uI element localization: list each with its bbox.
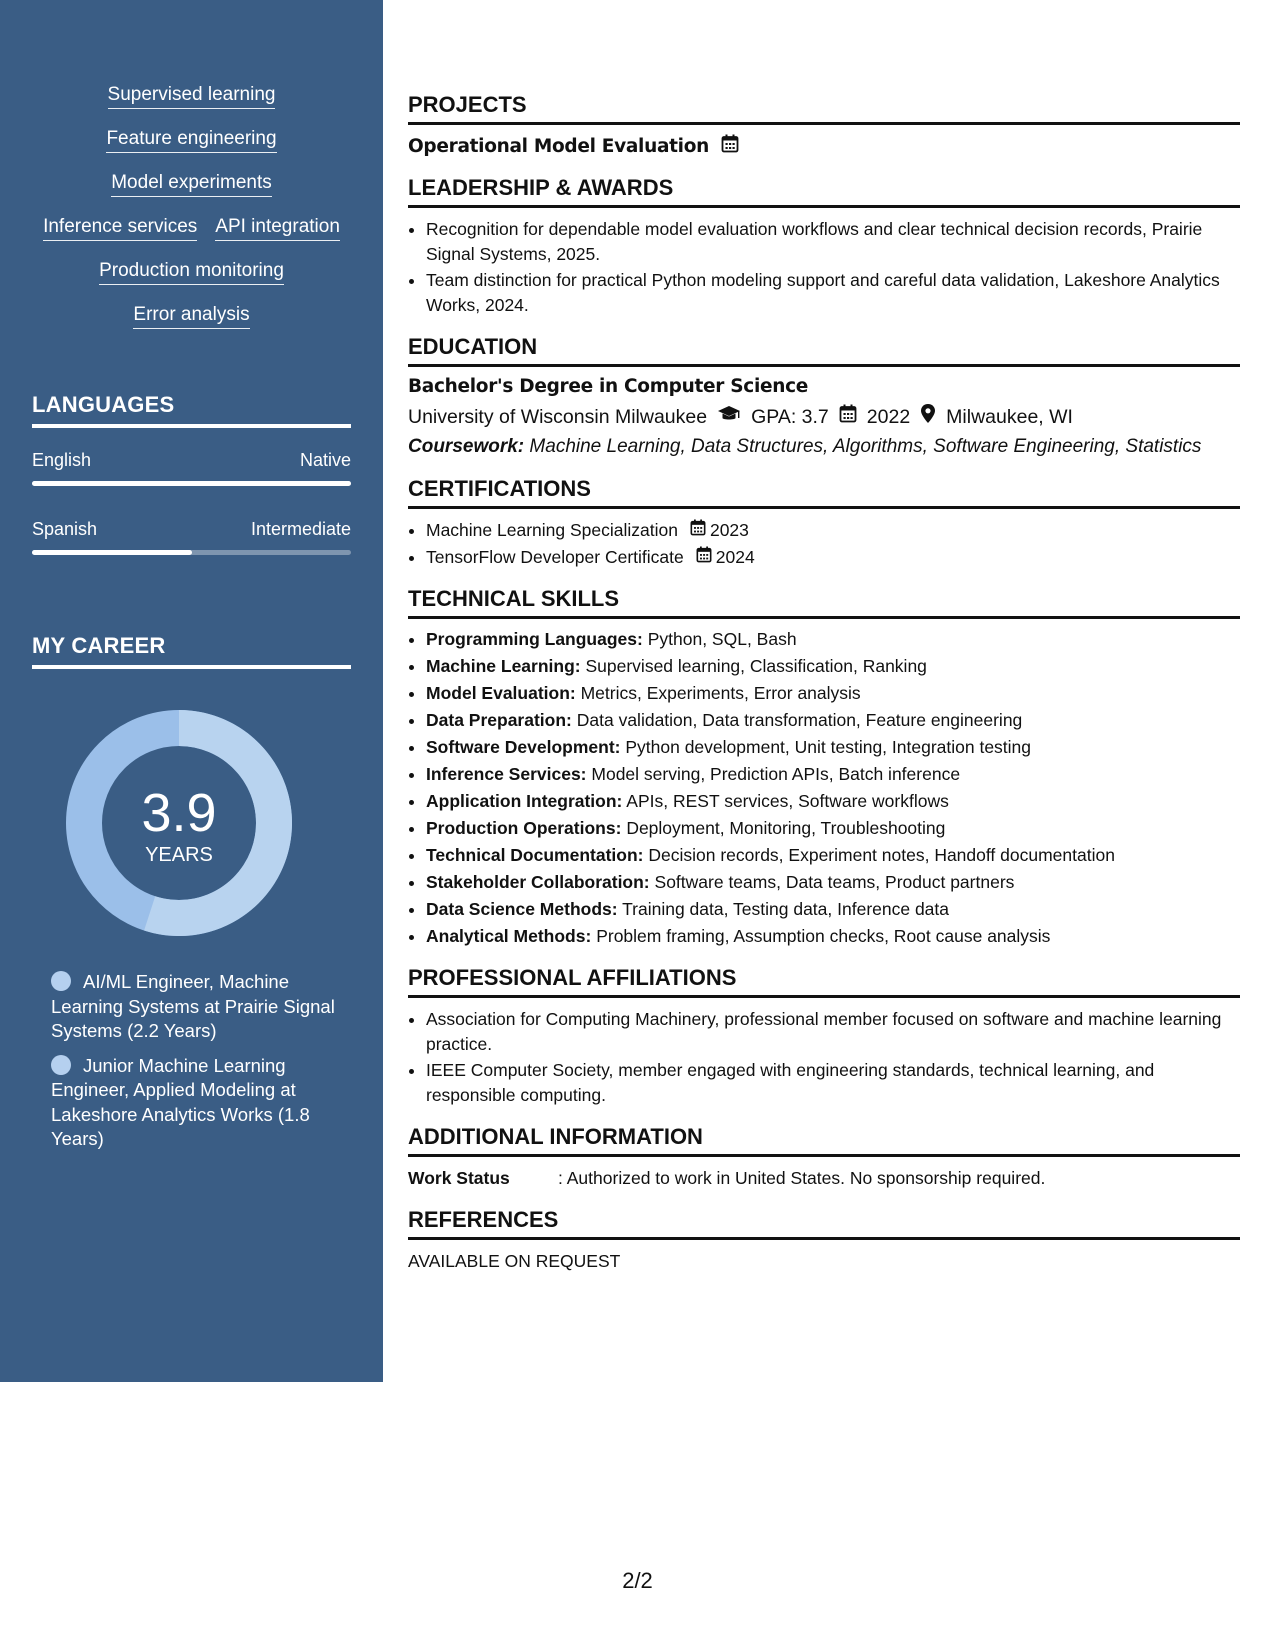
- language-row: [32, 450, 351, 471]
- certification-item: [426, 545, 1240, 570]
- skill-item: [426, 925, 1240, 948]
- affiliations-section: [408, 965, 1240, 1107]
- coursework-label: Coursework:: [408, 436, 525, 457]
- affiliation-list: [408, 1007, 1240, 1107]
- project-title: Operational Model Evaluation: [408, 135, 709, 157]
- language-name: Spanish: [32, 519, 98, 539]
- coursework-list: Machine Learning, Data Structures, Algorithms, Software Engineering, Statistics: [529, 436, 1202, 457]
- skill-item: [426, 871, 1240, 894]
- skill-category: Data Preparation:: [426, 710, 572, 730]
- technical-skills-list: [408, 628, 1240, 948]
- skill-tag[interactable]: API integration: [215, 216, 340, 241]
- additional-info-section: [408, 1124, 1240, 1190]
- legend-dot-icon: [51, 971, 71, 991]
- certification-year: 2024: [715, 546, 755, 567]
- skill-item: [426, 628, 1240, 651]
- work-status-row: [408, 1166, 1240, 1190]
- certification-list: [408, 518, 1240, 569]
- section-heading: PROFESSIONAL AFFILIATIONS: [408, 965, 1240, 998]
- skill-category: Data Science Methods:: [426, 899, 618, 919]
- language-name: English: [32, 450, 92, 470]
- skill-values: Decision records, Experiment notes, Handoff documentation: [648, 845, 1115, 865]
- skill-item: [426, 736, 1240, 759]
- skill-category: Model Evaluation:: [426, 683, 576, 703]
- skill-tag[interactable]: Production monitoring: [99, 260, 284, 285]
- career-item: [51, 1054, 341, 1152]
- skill-tag[interactable]: Inference services: [43, 216, 197, 241]
- skill-item: [426, 655, 1240, 678]
- references-text: AVAILABLE ON REQUEST: [408, 1251, 621, 1271]
- affiliation-item: • Association for Computing Machinery, professional member focused on software and machine learning practice.: [426, 1007, 1240, 1056]
- career-years-value: 3.9: [141, 783, 217, 843]
- award-list: [408, 217, 1240, 317]
- skill-category: Technical Documentation:: [426, 845, 644, 865]
- page-number: 2/2: [622, 1568, 653, 1593]
- certification-item: [426, 518, 1240, 543]
- skill-values: Training data, Testing data, Inference data: [622, 899, 950, 919]
- school-location: Milwaukee, WI: [946, 406, 1073, 428]
- education-details: [408, 403, 1240, 431]
- skill-values: Model serving, Prediction APIs, Batch inference: [591, 764, 961, 784]
- career-item: [51, 970, 341, 1044]
- calendar-icon: [839, 404, 857, 430]
- language-proficiency-bar: [32, 550, 351, 555]
- section-heading: ADDITIONAL INFORMATION: [408, 1124, 1240, 1157]
- section-heading: LEADERSHIP & AWARDS: [408, 175, 1240, 208]
- skill-values: APIs, REST services, Software workflows: [626, 791, 949, 811]
- location-pin-icon: [920, 403, 936, 431]
- skill-item: [426, 709, 1240, 732]
- skill-category: Stakeholder Collaboration:: [426, 872, 650, 892]
- certification-name: • TensorFlow Developer Certificate: [426, 546, 684, 567]
- skill-values: Python development, Unit testing, Integration testing: [625, 737, 1032, 757]
- language-proficiency-fill: [32, 481, 351, 486]
- skill-item: [426, 790, 1240, 813]
- skill-category: Programming Languages:: [426, 629, 643, 649]
- award-item: • Recognition for dependable model evaluation workflows and clear technical decision records, Prairie Signal Systems, 2025.: [426, 217, 1240, 266]
- calendar-icon: [690, 518, 706, 543]
- project-item: [408, 134, 1240, 158]
- work-status-value: : Authorized to work in United States. No sponsorship required.: [558, 1168, 1046, 1188]
- language-level: Native: [299, 450, 351, 470]
- section-heading: PROJECTS: [408, 92, 1240, 125]
- coursework: [408, 435, 1240, 459]
- affiliation-item: • IEEE Computer Society, member engaged with engineering standards, technical learning, and responsible computing.: [426, 1058, 1240, 1107]
- skill-values: Software teams, Data teams, Product partners: [654, 872, 1015, 892]
- skill-tag[interactable]: Error analysis: [133, 304, 249, 329]
- certification-year: 2023: [709, 520, 749, 540]
- technical-skills-section: [408, 586, 1240, 948]
- skill-category: Inference Services:: [426, 764, 587, 784]
- calendar-icon: [696, 545, 712, 570]
- skill-tag[interactable]: Feature engineering: [106, 128, 276, 153]
- skill-values: Supervised learning, Classification, Ranking: [585, 656, 927, 676]
- degree-title: Bachelor's Degree in Computer Science: [408, 376, 809, 397]
- skill-tag-cloud: [24, 84, 359, 329]
- skill-item: [426, 682, 1240, 705]
- sidebar: [0, 0, 383, 1382]
- donut-center: [66, 710, 292, 936]
- section-heading: EDUCATION: [408, 334, 1240, 367]
- skill-category: Software Development:: [426, 737, 621, 757]
- main-content: [408, 92, 1240, 1290]
- language-proficiency-bar: [32, 481, 351, 486]
- school-name: University of Wisconsin Milwaukee: [408, 406, 708, 428]
- skill-tag[interactable]: Model experiments: [111, 172, 272, 197]
- career-donut-chart: [66, 710, 292, 936]
- skill-item: [426, 844, 1240, 867]
- skill-category: Analytical Methods:: [426, 926, 592, 946]
- certifications-section: [408, 476, 1240, 569]
- references-section: [408, 1207, 1240, 1273]
- language-level: Intermediate: [250, 519, 351, 539]
- legend-dot-icon: [51, 1055, 71, 1075]
- language-row: [32, 519, 351, 540]
- skill-category: Production Operations:: [426, 818, 622, 838]
- skill-category: Application Integration:: [426, 791, 623, 811]
- career-heading: MY CAREER: [32, 633, 351, 669]
- skill-values: Python, SQL, Bash: [647, 629, 797, 649]
- skill-category: Machine Learning:: [426, 656, 581, 676]
- skill-item: [426, 817, 1240, 840]
- graduation-cap-icon: [717, 404, 741, 430]
- languages-heading: LANGUAGES: [32, 392, 351, 428]
- skill-item: [426, 763, 1240, 786]
- certification-name: • Machine Learning Specialization: [426, 520, 678, 540]
- skill-values: Deployment, Monitoring, Troubleshooting: [626, 818, 946, 838]
- career-item-text: Junior Machine Learning Engineer, Applied Modeling at Lakeshore Analytics Works (1.8 Years): [51, 1054, 310, 1149]
- gpa: GPA: 3.7: [751, 406, 829, 428]
- work-status-label: Work Status: [408, 1168, 510, 1188]
- graduation-year: 2022: [866, 406, 911, 428]
- leadership-section: [408, 175, 1240, 317]
- skill-values: Problem framing, Assumption checks, Root cause analysis: [596, 926, 1051, 946]
- education-section: [408, 334, 1240, 459]
- career-legend: [51, 970, 341, 1162]
- skill-tag[interactable]: Supervised learning: [108, 84, 276, 109]
- career-years-unit: YEARS: [145, 844, 213, 866]
- skill-item: [426, 898, 1240, 921]
- career-item-text: AI/ML Engineer, Machine Learning Systems at Prairie Signal Systems (2.2 Years): [51, 971, 335, 1041]
- award-item: • Team distinction for practical Python modeling support and careful data validation, Lakeshore Analytics Works, 2024.: [426, 268, 1240, 317]
- projects-section: [408, 92, 1240, 158]
- section-heading: CERTIFICATIONS: [408, 476, 1240, 509]
- skill-values: Metrics, Experiments, Error analysis: [580, 683, 861, 703]
- language-proficiency-fill: [32, 550, 192, 555]
- calendar-icon: [721, 134, 739, 158]
- section-heading: REFERENCES: [408, 1207, 1240, 1240]
- section-heading: TECHNICAL SKILLS: [408, 586, 1240, 619]
- skill-values: Data validation, Data transformation, Feature engineering: [576, 710, 1023, 730]
